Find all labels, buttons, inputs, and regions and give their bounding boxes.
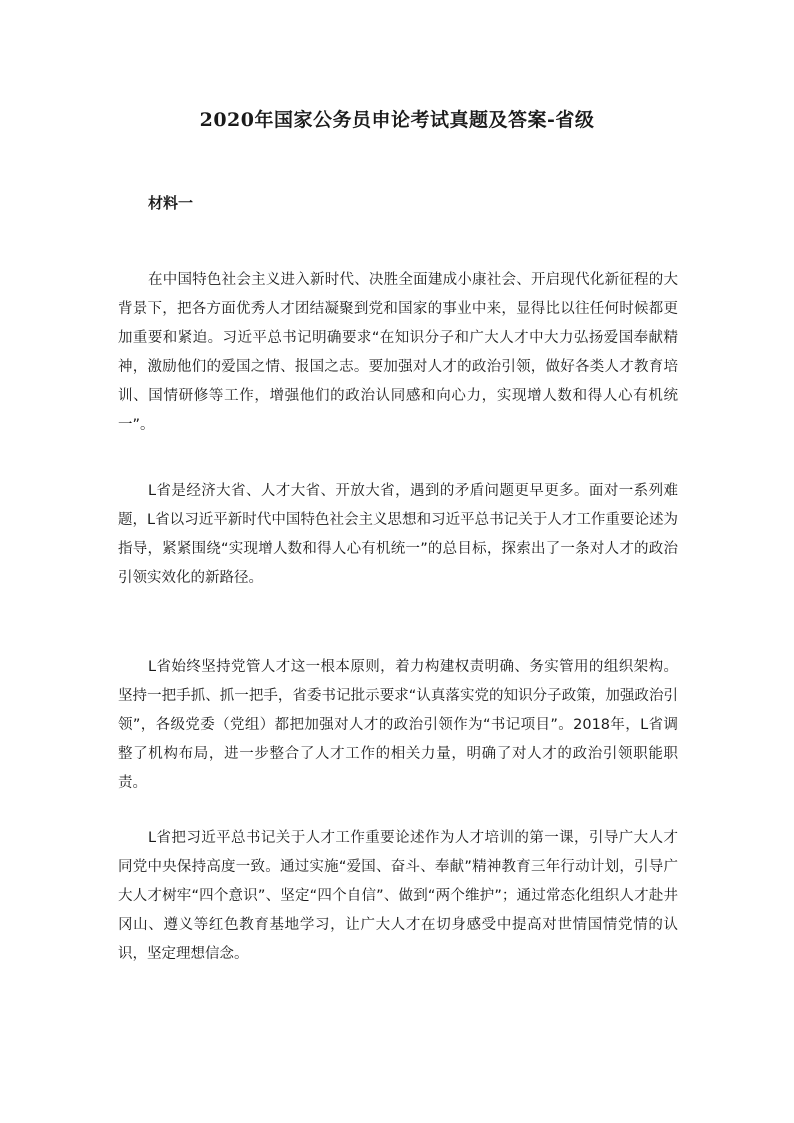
paragraph-4: L省把习近平总书记关于人才工作重要论述作为人才培训的第一课，引导广大人才同党中央保持高度一致。通过实施“爱国、奋斗、奉献”精神教育三年行动计划，引导广大人才树牢“四个意识”、坚定“四个自信”、做到“两个维护”；通过常态化组织人才赴井冈山、遵义等红色教育基地学习，让广大人才在切身感受中提高对世情国情党情的认识，坚定理想信念。 [118,830,678,962]
paragraph-3: L省始终坚持党管人才这一根本原则，着力构建权责明确、务实管用的组织架构。坚持一把手抓、抓一把手，省委书记批示要求“认真落实党的知识分子政策，加强政治引领”，各级党委（党组）都把加强对人才的政治引领作为“书记项目”。2018年，L省调整了机构布局，进一步整合了人才工作的相关力量，明确了对人才的政治引领职能职责。 [118,659,678,791]
paragraph-2: L省是经济大省、人才大省、开放大省，遇到的矛盾问题更早更多。面对一系列难题，L省以习近平新时代中国特色社会主义思想和习近平总书记关于人才工作重要论述为指导，紧紧围绕“实现增人数和得人心有机统一”的总目标，探索出了一条对人才的政治引领实效化的新路径。 [118,483,678,586]
paragraph-1: 在中国特色社会主义进入新时代、决胜全面建成小康社会、开启现代化新征程的大背景下，把各方面优秀人才团结凝聚到党和国家的事业中来，显得比以往任何时候都更加重要和紧迫。习近平总书记明确要求“在知识分子和广大人才中大力弘扬爱国奉献精神，激励他们的爱国之情、报国之志。要加强对人才的政治引领，做好各类人才教育培训、国情研修等工作，增强他们的政治认同感和向心力，实现增人数和得人心有机统一”。 [118,272,678,433]
section-heading: 材料一 [148,194,194,212]
document-title: 2020年国家公务员申论考试真题及答案-省级 [199,109,595,131]
